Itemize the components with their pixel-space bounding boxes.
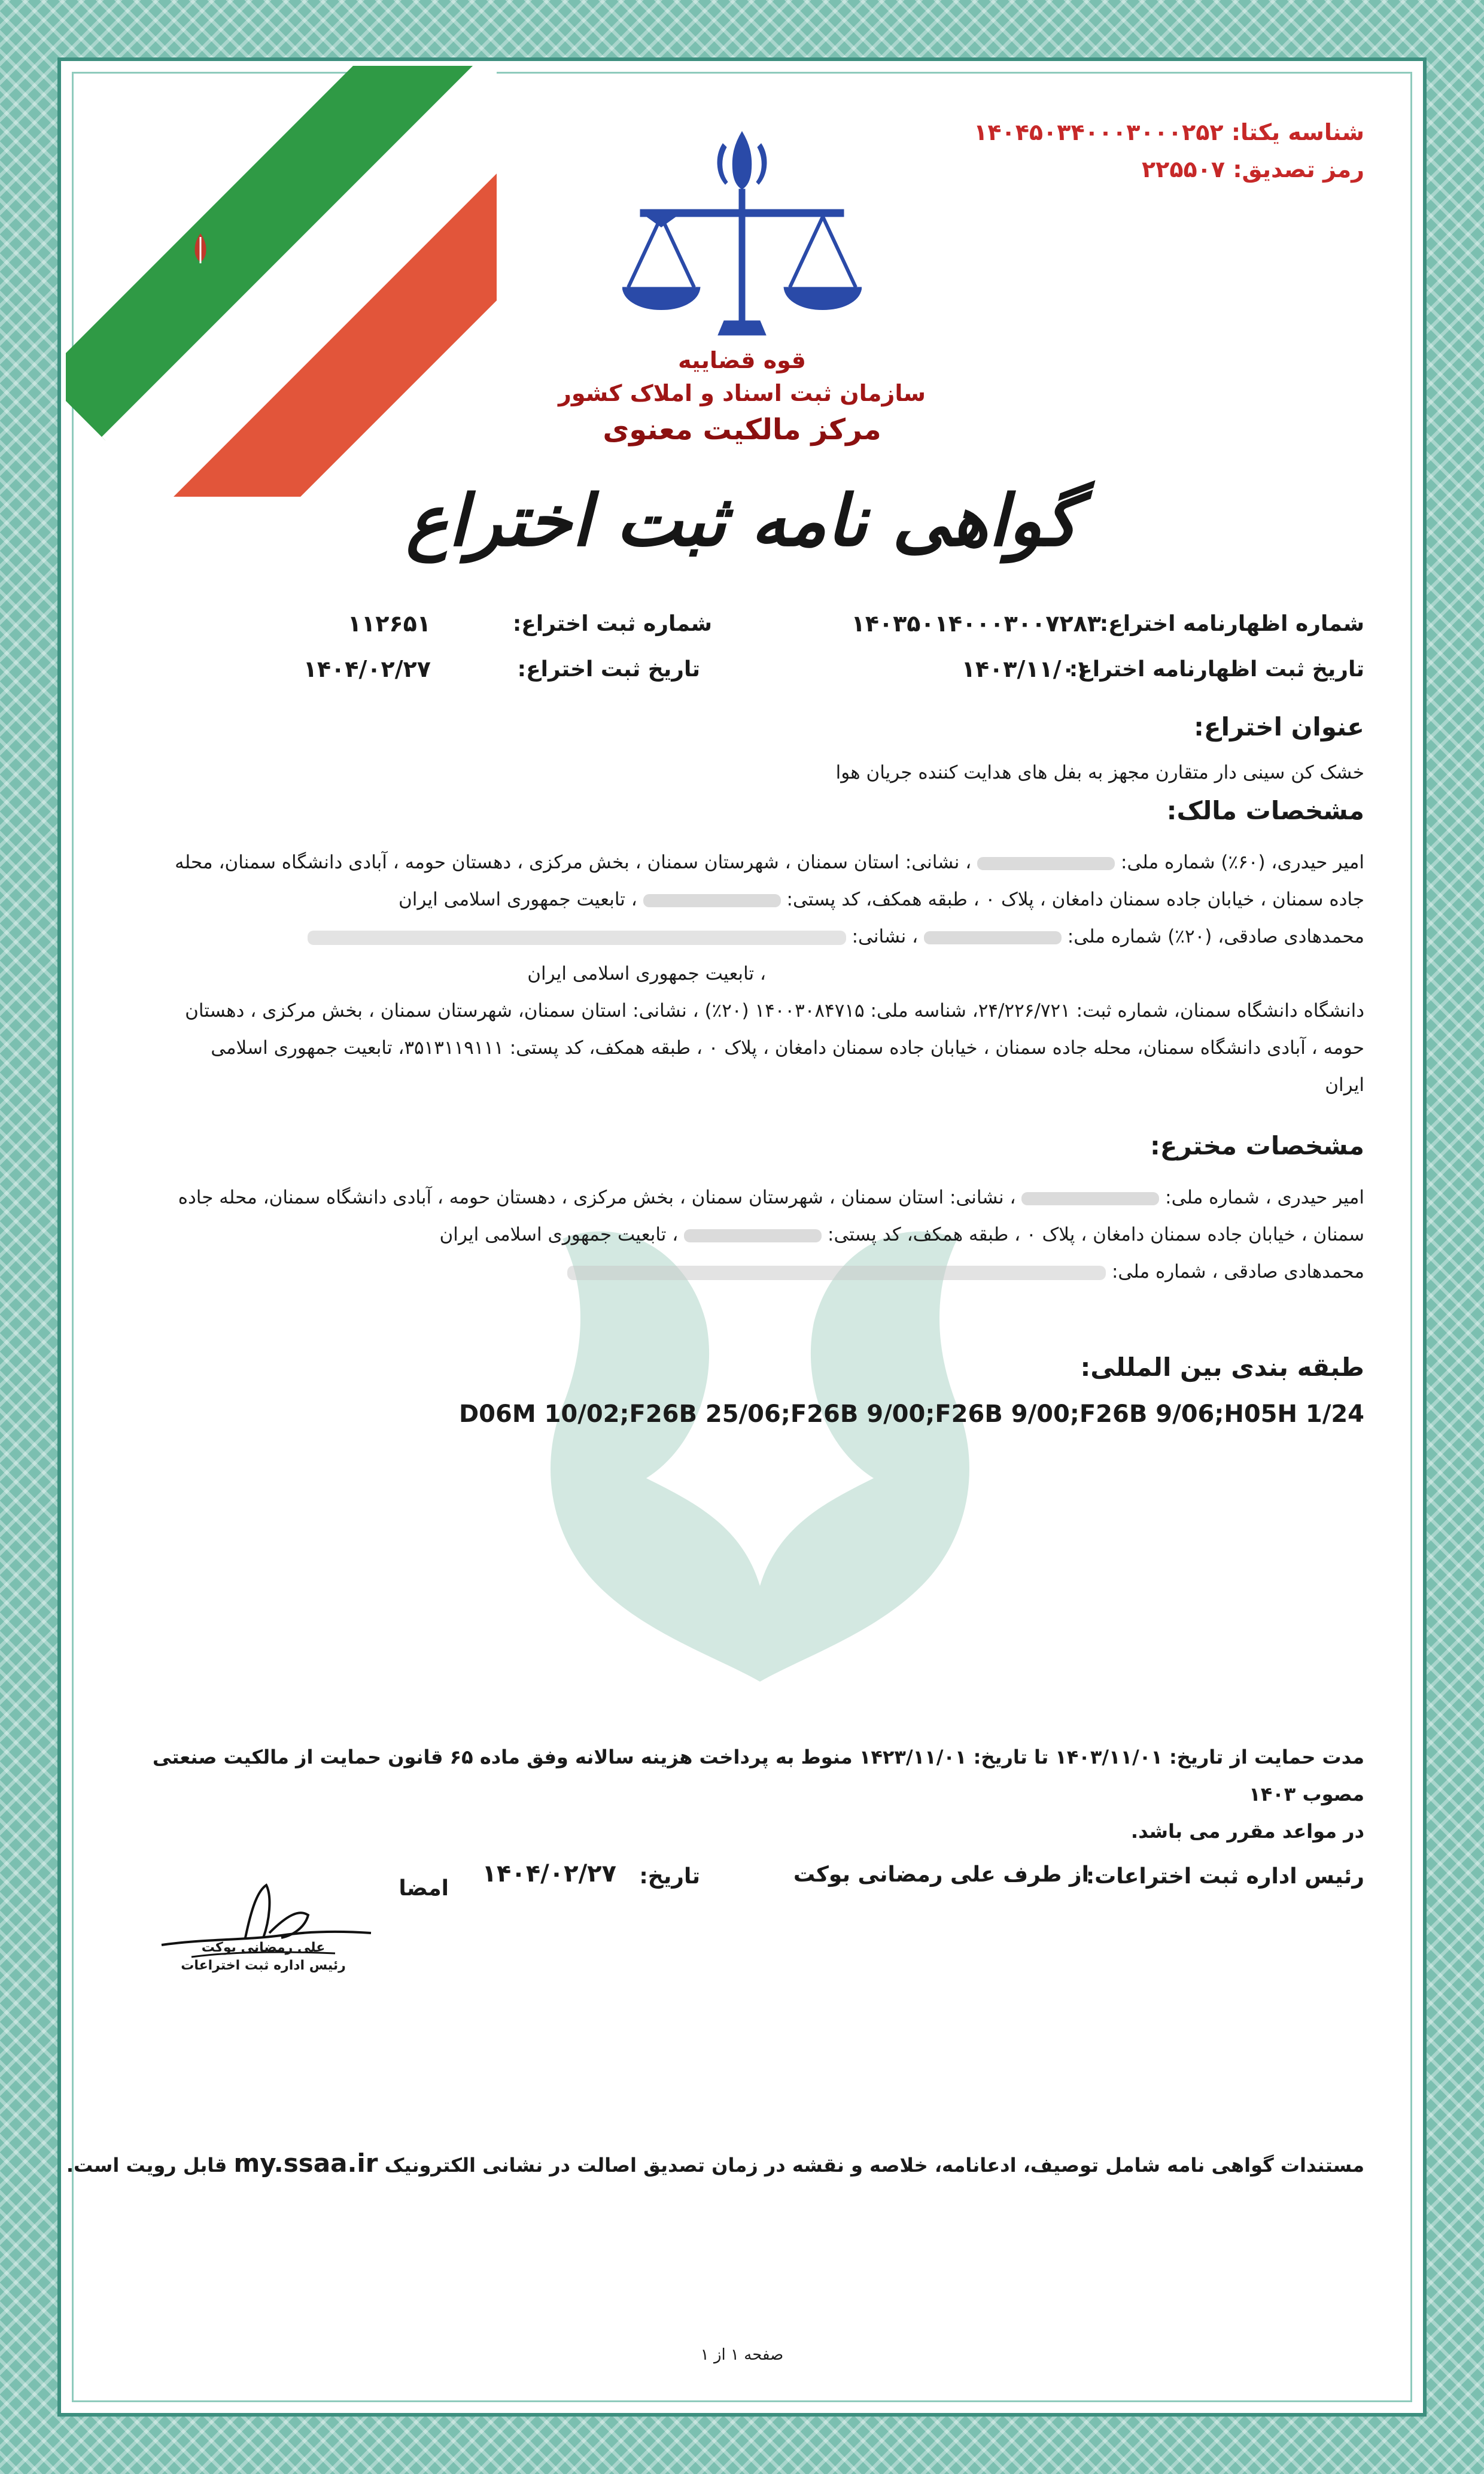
inventors-heading: مشخصات مخترع: <box>1150 1131 1364 1160</box>
unique-id-row <box>974 114 1364 151</box>
redacted-postal-code <box>684 1229 822 1242</box>
verification-url-link[interactable]: my.ssaa.ir <box>233 2148 378 2178</box>
flag-emblem-icon <box>180 227 221 269</box>
owner1-address-cont: جاده سمنان ، خیابان جاده سمنان دامغان ، پلاک ۰ ، طبقه همکف، کد پستی: <box>786 889 1364 910</box>
stamp-name: علی رمضانی بوکت <box>201 1940 326 1955</box>
org-registration-organization: سازمان ثبت اسناد و املاک کشور <box>558 380 926 406</box>
verification-note-end: قابل رویت است. <box>66 2154 227 2177</box>
inventor1-address: ، نشانی: استان سمنان ، شهرستان سمنان ، بخش مرکزی ، دهستان حومه ، آبادی دانشگاه سمنان، محله جاده <box>178 1187 1016 1208</box>
owner1-name-share: امیر حیدری، (۶۰٪) شماره ملی: <box>1121 852 1364 873</box>
verification-code-row <box>974 151 1364 188</box>
certificate-identifiers <box>974 114 1364 188</box>
inventor2-line1 <box>120 1253 1364 1290</box>
signature-label: امضا <box>399 1876 449 1901</box>
redacted-national-id <box>924 931 1062 944</box>
signature-date-label: تاریخ: <box>639 1864 700 1889</box>
owner2-nationality: ، تابعیت جمهوری اسلامی ایران <box>527 963 766 984</box>
owner1-line2 <box>120 881 1364 918</box>
invention-title-heading: عنوان اختراع: <box>1194 712 1364 741</box>
redacted-national-id-address <box>567 1266 1106 1280</box>
unique-id-value: ۱۴۰۴۵۰۳۴۰۰۰۳۰۰۰۲۵۲ <box>974 119 1224 145</box>
org-ip-center: مرکز مالکیت معنوی <box>603 413 881 446</box>
head-of-office-name: از طرف علی رمضانی بوکت <box>793 1862 1089 1887</box>
invention-title-text: خشک کن سینی دار متقارن مجهز به بفل های هدایت کننده جریان هوا <box>835 762 1364 783</box>
signature-date-value: ۱۴۰۴/۰۲/۲۷ <box>482 1860 616 1888</box>
judiciary-scales-emblem-icon <box>622 120 862 353</box>
declaration-number-label: شماره اظهارنامه اختراع: <box>1099 612 1364 636</box>
owner2-line1 <box>120 918 1364 955</box>
protection-period <box>120 1739 1364 1850</box>
inventor1-line2 <box>120 1216 1364 1253</box>
protection-period-line2: در مواعد مقرر می باشد. <box>1130 1820 1364 1843</box>
owners-heading: مشخصات مالک: <box>1166 796 1364 825</box>
registration-date-value: ۱۴۰۴/۰۲/۲۷ <box>303 656 431 682</box>
verification-code-label: رمز تصدیق: <box>1233 156 1364 183</box>
registration-number-label: شماره ثبت اختراع: <box>512 612 712 636</box>
owner3-line3: ایران <box>1325 1074 1364 1096</box>
redacted-postal-code <box>643 894 781 907</box>
inventor1-name: امیر حیدری ، شماره ملی: <box>1165 1187 1364 1208</box>
verification-note <box>66 2148 1364 2178</box>
inventor1-nationality: ، تابعیت جمهوری اسلامی ایران <box>439 1224 679 1245</box>
verification-code-value: ۲۲۵۵۰۷ <box>1141 156 1225 183</box>
inventors-details <box>120 1179 1364 1290</box>
owner2-address-label: ، نشانی: <box>852 926 919 947</box>
owner1-nationality: ، تابعیت جمهوری اسلامی ایران <box>399 889 637 910</box>
page-number: صفحه ۱ از ۱ <box>700 2346 784 2364</box>
org-judiciary: قوه قضاییه <box>678 347 806 373</box>
owner2-line2 <box>120 955 1364 992</box>
classification-codes: D06M 10/02;F26B 25/06;F26B 9/00;F26B 9/00;F26B 9/06;H05H 1/24 <box>458 1400 1364 1428</box>
declaration-date-label: تاریخ ثبت اظهارنامه اختراع: <box>1069 657 1364 682</box>
redacted-national-id <box>1021 1192 1159 1205</box>
owner1-line1 <box>120 844 1364 881</box>
declaration-date-value: ۱۴۰۳/۱۱/۰۱ <box>961 656 1089 682</box>
registration-date-label: تاریخ ثبت اختراع: <box>517 657 700 682</box>
classification-heading: طبقه بندی بین المللی: <box>1080 1353 1364 1382</box>
inventor1-line1 <box>120 1179 1364 1216</box>
verification-note-text: مستندات گواهی نامه شامل توصیف، ادعانامه، خلاصه و نقشه در زمان تصدیق اصالت در نشانی الکترونیک <box>384 2154 1364 2177</box>
owners-details <box>120 844 1364 1104</box>
inventor1-address-cont: سمنان ، خیابان جاده سمنان دامغان ، پلاک ۰ ، طبقه همکف، کد پستی: <box>828 1224 1364 1245</box>
head-of-office-label: رئیس اداره ثبت اختراعات: <box>1085 1864 1364 1889</box>
protection-period-line1: مدت حمایت از تاریخ: ۱۴۰۳/۱۱/۰۱ تا تاریخ: ۱۴۲۳/۱۱/۰۱ منوط به پرداخت هزینه سالانه وفق ماده ۶۵ قانون حمایت از مالکیت صنعتی مصوب ۱۴۰۳ <box>152 1746 1364 1806</box>
owner3-line2: حومه ، آبادی دانشگاه سمنان، محله جاده سمنان ، خیابان جاده سمنان دامغان ، پلاک ۰ ، طبقه همکف، کد پستی: ۳۵۱۳۱۱۹۱۱۱، تابعیت جمهوری اسلامی <box>211 1037 1364 1059</box>
inventor2-name: محمدهادی صادقی ، شماره ملی: <box>1111 1261 1364 1282</box>
declaration-number-value: ۱۴۰۳۵۰۱۴۰۰۰۳۰۰۷۲۸۳ <box>851 610 1101 637</box>
owner1-address: ، نشانی: استان سمنان ، شهرستان سمنان ، بخش مرکزی ، دهستان حومه ، آبادی دانشگاه سمنان، محله <box>175 852 972 873</box>
certificate-title: گواهی نامه ثبت اختراع <box>406 479 1078 562</box>
redacted-national-id <box>977 857 1115 870</box>
owner3-line1: دانشگاه دانشگاه سمنان، شماره ثبت: ۲۴/۲۲۶/۷۲۱، شناسه ملی: ۱۴۰۰۳۰۸۴۷۱۵ (۲۰٪) ، نشانی: استان سمنان، شهرستان سمنان ، بخش مرکزی ، دهستان <box>185 1000 1364 1022</box>
owner2-name-share: محمدهادی صادقی، (۲۰٪) شماره ملی: <box>1067 926 1364 947</box>
unique-id-label: شناسه یکتا: <box>1231 119 1364 145</box>
redacted-address <box>308 931 846 945</box>
registration-number-value: ۱۱۲۶۵۱ <box>347 610 431 637</box>
stamp-title: رئیس اداره ثبت اختراعات <box>181 1958 346 1973</box>
signature-stamp-text <box>174 1939 353 1975</box>
